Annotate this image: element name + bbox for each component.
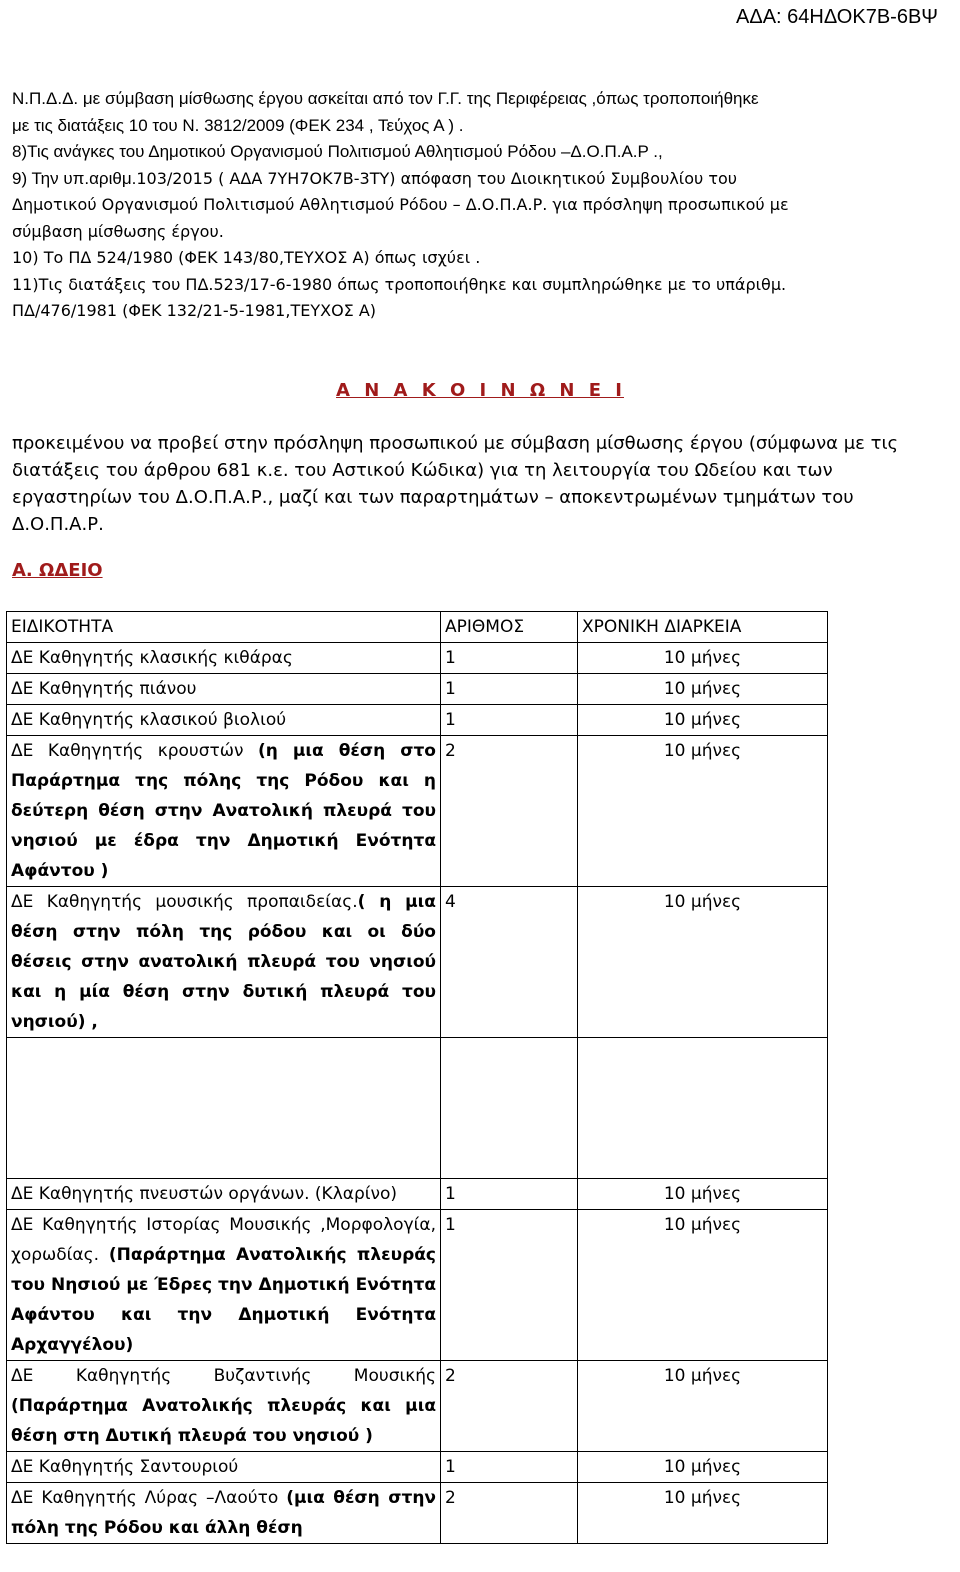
intro-line — [12, 166, 948, 193]
header-specialty: ΕΙΔΙΚΟΤΗΤΑ — [7, 612, 441, 643]
duration-cell: 10 μήνες — [578, 674, 828, 705]
intro-line: 11)Τις διατάξεις του ΠΔ.523/17-6-1980 όπως τροποποιήθηκε και συμπληρώθηκε με το υπάριθμ. — [12, 274, 787, 294]
table-row — [7, 1179, 828, 1210]
positions-table — [6, 611, 828, 1544]
table-row — [7, 1210, 828, 1361]
specialty-detail: (Παράρτημα Ανατολικής πλευράς του Νησιού με Έδρες την Δημοτική Ενότητα Αφάντου και την Δημοτική Ενότητα Αρχαγγέλου) — [11, 1245, 436, 1355]
intro-line: 10) Το ΠΔ 524/1980 (ΦΕΚ 143/80,ΤΕΥΧΟΣ Α) όπως ισχύει . — [12, 248, 481, 267]
announcement-text: προκειμένου να προβεί στην πρόσληψη προσωπικού με σύμβαση μίσθωσης έργου (σύμφωνα με τις διατάξεις του άρθρου 681 κ.ε. του Αστικού Κώδικα) για τη λειτουργία του Ωδείου και των εργαστηρίων του Δ.Ο.Π.Α.Ρ., μαζί και των παραρτημάτων – αποκεντρωμένων τμημάτων του Δ.Ο.Π.Α.Ρ. — [12, 433, 899, 535]
specialty-title: ΔΕ Καθηγητής κρουστών — [11, 741, 244, 761]
intro-line-part: 103/2015 ( ΑΔΑ 7ΥΗ7ΟΚ7Β-3ΤΥ) απόφαση του Διοικητικού Συμβουλίου του — [136, 168, 738, 188]
announcement-heading: Α Ν Α Κ Ο Ι Ν Ω Ν Ε Ι — [336, 380, 624, 401]
empty-cell — [7, 1038, 441, 1179]
header-duration: ΧΡΟΝΙΚΗ ΔΙΑΡΚΕΙΑ — [578, 612, 828, 643]
table-row — [7, 1483, 828, 1544]
intro-line: 8)Τις ανάγκες του Δημοτικού Οργανισμού Πολιτισμού Αθλητισμού Ρόδου –Δ.Ο.Π.Α.Ρ ., — [12, 142, 663, 161]
duration-cell: 10 μήνες — [578, 1361, 828, 1452]
table-row — [7, 736, 828, 887]
specialty-detail: (μια θέση στην πόλη της Ρόδου και άλλη θέση — [11, 1488, 436, 1538]
ada-code: ΑΔΑ: 64ΗΔΟΚ7Β-6ΒΨ — [736, 6, 938, 28]
intro-line-part: 9) Την υπ.αριθμ. — [12, 168, 137, 188]
duration-cell: 10 μήνες — [578, 1210, 828, 1361]
specialty-title: ΔΕ Καθηγητής Σαντουριού — [11, 1457, 239, 1477]
table-row-empty — [7, 1038, 828, 1179]
specialty-cell — [7, 736, 441, 887]
count-cell: 1 — [441, 705, 578, 736]
specialty-cell — [7, 887, 441, 1038]
count-cell: 1 — [441, 674, 578, 705]
count-cell: 4 — [441, 887, 578, 1038]
table-row — [7, 643, 828, 674]
specialty-cell — [7, 1483, 441, 1544]
intro-line: Δημοτικού Οργανισμού Πολιτισμού Αθλητισμού Ρόδου – Δ.Ο.Π.Α.Ρ. για πρόσληψη προσωπικού με — [12, 195, 789, 214]
duration-cell: 10 μήνες — [578, 736, 828, 887]
intro-line: με τις διατάξεις 10 του Ν. 3812/2009 (ΦΕΚ 234 , Τεύχος Α ) . — [12, 115, 464, 135]
table-row — [7, 1361, 828, 1452]
table-header-row — [7, 612, 828, 643]
specialty-cell — [7, 1210, 441, 1361]
specialty-cell — [7, 1361, 441, 1452]
intro-line: ΠΔ/476/1981 (ΦΕΚ 132/21-5-1981,ΤΕΥΧΟΣ Α) — [12, 301, 377, 320]
specialty-title: ΔΕ Καθηγητής Βυζαντινής Μουσικής — [11, 1366, 436, 1386]
specialty-cell — [7, 1179, 441, 1210]
count-cell: 1 — [441, 1179, 578, 1210]
specialty-cell — [7, 674, 441, 705]
count-cell: 2 — [441, 1361, 578, 1452]
specialty-title: ΔΕ Καθηγητής Ιστορίας Μουσικής ,Μορφολογία, χορωδίας. — [11, 1215, 436, 1265]
table-row — [7, 1452, 828, 1483]
intro-line: σύμβαση μίσθωσης έργου. — [12, 221, 224, 241]
specialty-title: ΔΕ Καθηγητής μουσικής προπαιδείας. — [11, 892, 358, 912]
duration-cell: 10 μήνες — [578, 1179, 828, 1210]
specialty-title: ΔΕ Καθηγητής κλασικού βιολιού — [11, 710, 287, 730]
specialty-cell — [7, 643, 441, 674]
table-row — [7, 705, 828, 736]
specialty-detail: ( η μια θέση στην πόλη της ρόδου και οι δύο θέσεις στην ανατολική πλευρά του νησιού και η μία θέση στην δυτική πλευρά του νησιού) , — [11, 892, 436, 1032]
empty-cell — [441, 1038, 578, 1179]
count-cell: 1 — [441, 1210, 578, 1361]
count-cell: 2 — [441, 736, 578, 887]
specialty-cell — [7, 705, 441, 736]
header-count: ΑΡΙΘΜΟΣ — [441, 612, 578, 643]
duration-cell: 10 μήνες — [578, 887, 828, 1038]
specialty-detail: (η μια θέση στο Παράρτημα της πόλης της Ρόδου και η δεύτερη θέση στην Ανατολική πλευρά του νησιού με έδρα την Δημοτική Ενότητα Αφάντου ) — [11, 741, 436, 881]
specialty-cell — [7, 1452, 441, 1483]
duration-cell: 10 μήνες — [578, 643, 828, 674]
specialty-title: ΔΕ Καθηγητής κλασικής κιθάρας — [11, 648, 293, 668]
table-row — [7, 674, 828, 705]
intro-line: Ν.Π.Δ.Δ. με σύμβαση μίσθωσης έργου ασκείται από τον Γ.Γ. της Περιφέρειας ,όπως τροποποιήθηκε — [12, 89, 759, 108]
intro-text — [12, 86, 948, 325]
duration-cell: 10 μήνες — [578, 1452, 828, 1483]
duration-cell: 10 μήνες — [578, 1483, 828, 1544]
specialty-title: ΔΕ Καθηγητής πιάνου — [11, 679, 197, 699]
table-row — [7, 887, 828, 1038]
section-title: Α. ΩΔΕΙΟ — [12, 560, 103, 581]
count-cell: 1 — [441, 643, 578, 674]
specialty-detail: (Παράρτημα Ανατολικής πλευράς και μια θέση στη Δυτική πλευρά του νησιού ) — [11, 1396, 436, 1446]
count-cell: 1 — [441, 1452, 578, 1483]
specialty-title: ΔΕ Καθηγητής Λύρας –Λαούτο — [11, 1488, 279, 1508]
specialty-title: ΔΕ Καθηγητής πνευστών οργάνων. (Κλαρίνο) — [11, 1184, 398, 1204]
duration-cell: 10 μήνες — [578, 705, 828, 736]
count-cell: 2 — [441, 1483, 578, 1544]
empty-cell — [578, 1038, 828, 1179]
